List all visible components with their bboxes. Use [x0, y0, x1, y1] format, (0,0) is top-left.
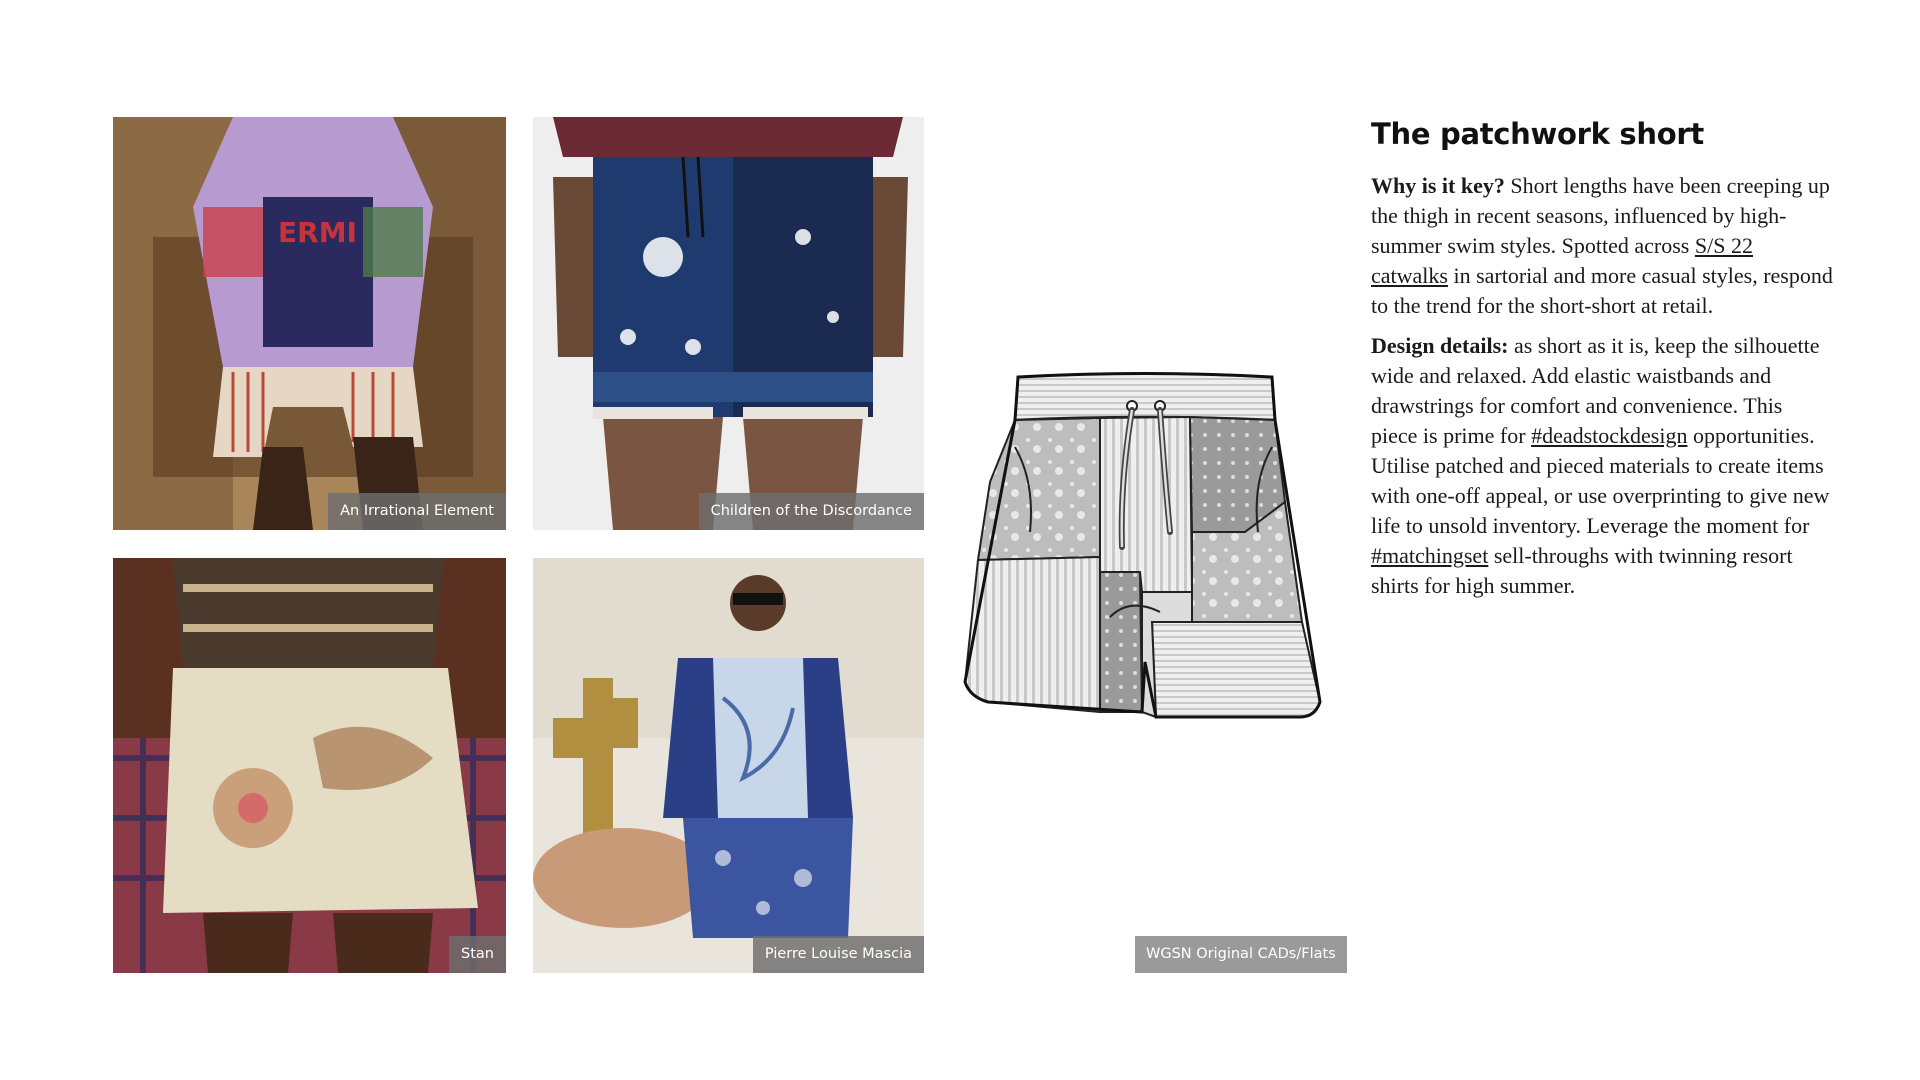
matchingset-link[interactable]: #matchingset	[1371, 543, 1489, 568]
para-lead: Why is it key?	[1371, 173, 1505, 198]
photo-embroidered-shorts-image	[113, 558, 506, 973]
photo-stan	[113, 558, 506, 973]
para-text: as short as it is, keep the silhouette wide and relaxed. Add elastic waistbands and drawstrings for comfort and convenience. This piece is prime for	[1371, 333, 1820, 448]
patchwork-shorts-cad-illustration	[960, 372, 1338, 722]
text-panel	[1371, 117, 1833, 611]
photo-caption: An Irrational Element	[328, 493, 506, 530]
catwalks-link[interactable]: S/S 22 catwalks	[1371, 233, 1753, 288]
cad-flat-drawing	[960, 372, 1338, 722]
photo-caption: Children of the Discordance	[699, 493, 924, 530]
page-title: The patchwork short	[1371, 117, 1704, 151]
photo-caption: Stan	[449, 936, 506, 973]
photo-children-of-the-discordance	[533, 117, 924, 530]
svg-text:ERMI: ERMI	[278, 216, 357, 249]
photo-caption: Pierre Louise Mascia	[753, 936, 924, 973]
photo-bandana-shorts-image	[533, 117, 924, 530]
photo-pierre-louise-mascia	[533, 558, 924, 973]
design-details-paragraph	[1371, 331, 1833, 601]
cad-caption: WGSN Original CADs/Flats	[1135, 936, 1347, 973]
photo-matching-set-image	[533, 558, 924, 973]
para-text: in sartorial and more casual styles, respond to the trend for the short-short at retail.	[1371, 263, 1833, 318]
para-text: opportunities. Utilise patched and pieced materials to create items with one-off appeal, or use overprinting to give new life to unsold inventory. Leverage the moment for	[1371, 423, 1830, 538]
deadstockdesign-link[interactable]: #deadstockdesign	[1531, 423, 1688, 448]
why-is-it-key-paragraph	[1371, 171, 1833, 321]
photo-an-irrational-element	[113, 117, 506, 530]
para-lead: Design details:	[1371, 333, 1509, 358]
para-text: sell-throughs with twinning resort shirts for high summer.	[1371, 543, 1793, 598]
para-text: Short lengths have been creeping up the thigh in recent seasons, influenced by high-summer swim styles. Spotted across	[1371, 173, 1830, 258]
photo-patchwork-jacket-image	[113, 117, 506, 530]
